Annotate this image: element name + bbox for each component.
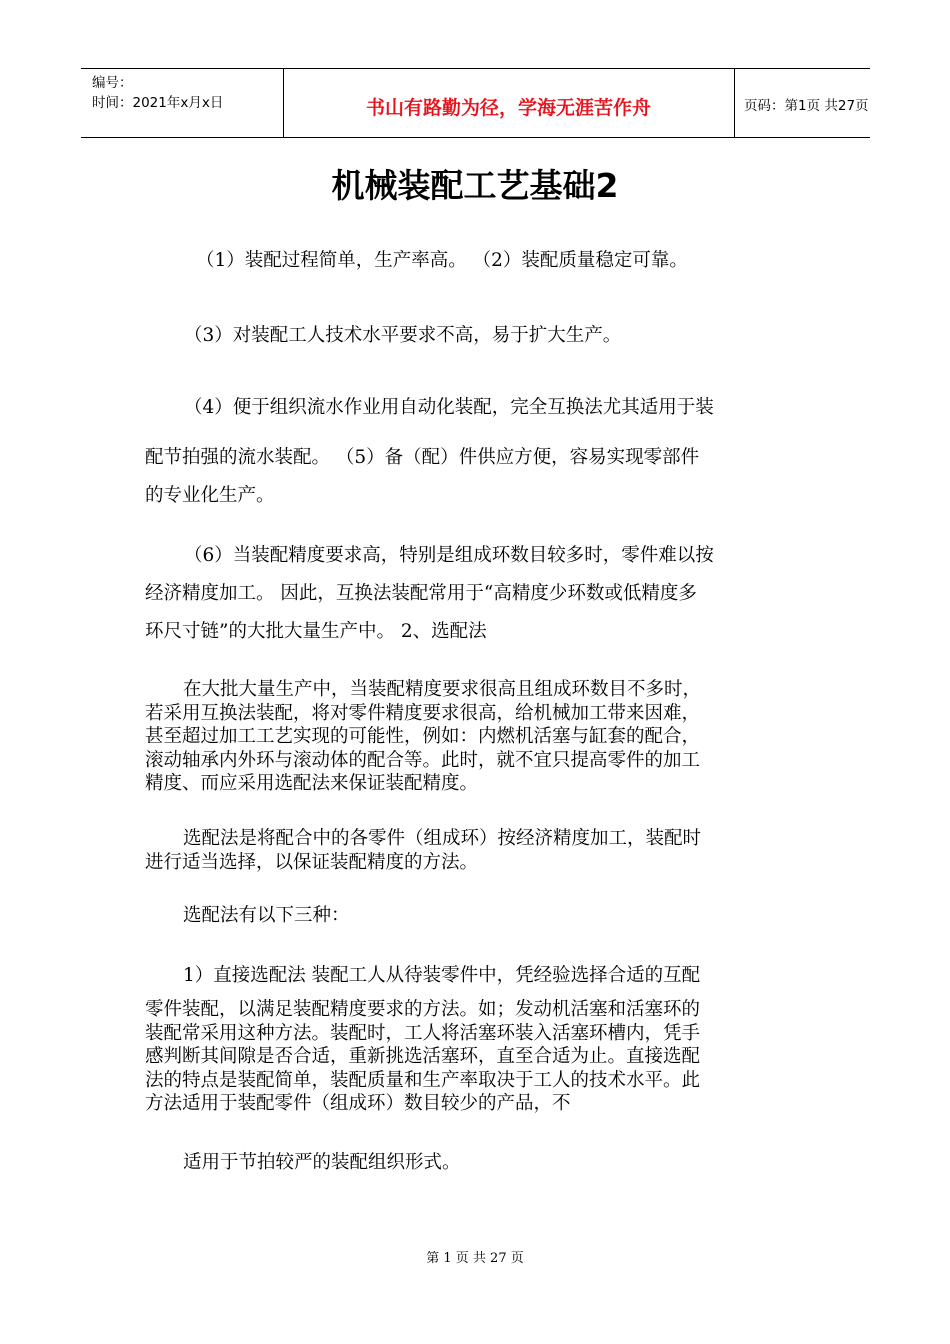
body-line: 经济精度加工。 因此，互换法装配常用于“高精度少环数或低精度多	[145, 583, 697, 604]
body-line: 若采用互换法装配，将对零件精度要求很高，给机械加工带来因难，	[145, 702, 701, 724]
header-motto-cell	[283, 69, 735, 137]
body-line: 的专业化生产。	[145, 485, 275, 506]
body-line: 感判断其间隙是否合适，重新挑选活塞环，直至合适为止。直接选配	[145, 1046, 701, 1068]
document-code-label: 编号：	[92, 75, 133, 91]
body-line: 精度、而应采用选配法来保证装配精度。	[145, 773, 479, 795]
document-title: 机械装配工艺基础2	[331, 166, 619, 205]
page-footer: 第 1 页 共 27 页	[426, 1251, 524, 1266]
body-line: 配节拍强的流水装配。 （5）备（配）件供应方便，容易实现零部件	[145, 447, 700, 468]
body-line: 环尺寸链”的大批大量生产中。 2、选配法	[145, 621, 487, 642]
body-line: （3）对装配工人技术水平要求不高，易于扩大生产。	[184, 325, 622, 346]
body-line: 进行适当选择，以保证装配精度的方法。	[145, 851, 479, 873]
body-line: 在大批大量生产中，当装配精度要求很高且组成环数目不多时，	[183, 679, 702, 700]
paragraph-selective-definition	[145, 827, 701, 874]
header-page-info: 页码：第1页 共27页	[744, 98, 869, 114]
body-line: 装配常采用这种方法。装配时，工人将活塞环装入活塞环槽内，凭手	[145, 1022, 701, 1044]
body-line: 选配法有以下三种：	[183, 905, 350, 926]
body-line: （6）当装配精度要求高，特别是组成环数目较多时，零件难以按	[184, 545, 714, 566]
document-time-label: 时间：2021年x月x日	[92, 95, 224, 111]
header-page-cell	[734, 69, 870, 137]
body-line: 法的特点是装配简单，装配质量和生产率取决于工人的技术水平。此	[145, 1069, 701, 1091]
body-line: 适用于节拍较严的装配组织形式。	[183, 1152, 461, 1173]
header-meta-cell	[81, 69, 284, 137]
body-line: 甚至超过加工工艺实现的可能性，例如：内燃机活塞与缸套的配合，	[145, 726, 701, 748]
body-line: 方法适用于装配零件（组成环）数目较少的产品，不	[145, 1093, 571, 1115]
body-line: （1）装配过程简单，生产率高。 （2）装配质量稳定可靠。	[196, 250, 688, 271]
body-line: 1）直接选配法 装配工人从待装零件中，凭经验选择合适的互配	[183, 965, 701, 986]
body-line: 滚动轴承内外环与滚动体的配合等。此时，就不宜只提高零件的加工	[145, 749, 701, 771]
header-motto: 书山有路勤为径，学海无涯苦作舟	[365, 97, 651, 119]
paragraph-large-batch	[145, 678, 701, 796]
body-line: 选配法是将配合中的各零件（组成环）按经济精度加工，装配时	[183, 828, 702, 849]
body-line: 零件装配，以满足装配精度要求的方法。如；发动机活塞和活塞环的	[145, 999, 701, 1020]
paragraph-direct-selection	[145, 998, 700, 1116]
body-line: （4）便于组织流水作业用自动化装配，完全互换法尤其适用于装	[184, 397, 714, 418]
document-header	[81, 68, 870, 138]
